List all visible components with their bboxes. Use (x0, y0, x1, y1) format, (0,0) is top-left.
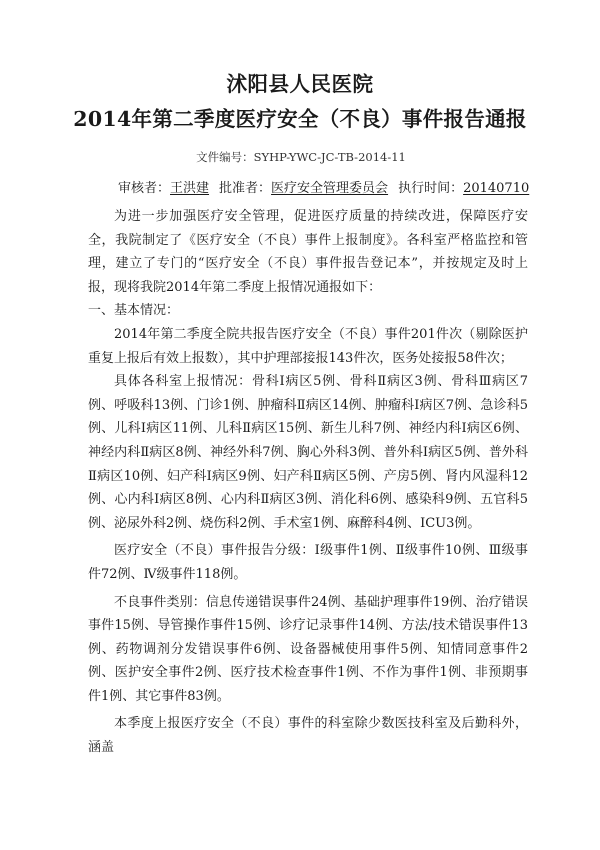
section-heading-basic: 一、基本情况： (88, 303, 180, 319)
grading-paragraph: 医疗安全（不良）事件报告分级：Ⅰ级事件1例、Ⅱ级事件10例、Ⅲ级事件72例、Ⅳ级事件118例。 (88, 543, 528, 582)
reviewer-label: 审核者： (118, 181, 171, 196)
closing-paragraph: 本季度上报医疗安全（不良）事件的科室除少数医技科室及后勤科外，涵盖 (88, 716, 528, 756)
categories-paragraph: 不良事件类别：信息传递错误事件24例、基础护理事件19例、治疗错误事件15例、导管操作事件15例、诊疗记录事件14例、方法/技术错误事件13例、药物调剂分发错误事件6例、设备器械使用事件5例、知情同意事件2例、医护安全事件2例、医疗技术检查事件1例、不作为事件1例、非预期事件1例、其它事件83例。 (88, 594, 528, 704)
exec-date: 20140710 (463, 181, 530, 196)
intro-paragraph: 为进一步加强医疗安全管理，促进医疗质量的持续改进，保障医疗安全，我院制定了《医疗安全（不良）事件上报制度》。各科室严格监控和管理，建立了专门的“医疗安全（不良）事件报告登记本”，并按规定及时上报，现将我院2014年第二季度上报情况通报如下： (88, 209, 528, 295)
summary-paragraph: 2014年第二季度全院共报告医疗安全（不良）事件201件次（剔除医护重复上报后有效上报数），其中护理部接报143件次，医务处接报58件次； (88, 326, 528, 366)
departments-paragraph: 具体各科室上报情况：骨科Ⅰ病区5例、骨科Ⅱ病区3例、骨科Ⅲ病区7例、呼吸科13例、门诊1例、肿瘤科Ⅱ病区14例、肿瘤科Ⅰ病区7例、急诊科5例、儿科Ⅰ病区11例、儿科Ⅱ病区15例、新生儿科7例、神经内科Ⅰ病区6例、神经内科Ⅱ病区8例、神经外科7例、胸心外科3例、普外科Ⅰ病区5例、普外科Ⅱ病区10例、妇产科Ⅰ病区9例、妇产科Ⅱ病区5例、产房5例、肾内风湿科12例、心内科Ⅰ病区8例、心内科Ⅱ病区3例、消化科6例、感染科9例、五官科5例、泌尿外科2例、烧伤科2例、手术室1例、麻醉科4例、ICU3例。 (88, 374, 528, 531)
approval-line (118, 180, 529, 198)
document-title: 沭阳县人民医院 (226, 72, 374, 96)
exec-date-label: 执行时间： (398, 181, 464, 196)
approver-label: 批准者： (219, 181, 272, 196)
document-subtitle: 2014年第二季度医疗安全（不良）事件报告通报 (73, 107, 527, 131)
reviewer-name: 王洪建 (170, 181, 210, 196)
approver-name: 医疗安全管理委员会 (271, 181, 389, 196)
document-number: 文件编号：SYHP-YWC-JC-TB-2014-11 (196, 150, 406, 164)
document-body (88, 205, 528, 760)
